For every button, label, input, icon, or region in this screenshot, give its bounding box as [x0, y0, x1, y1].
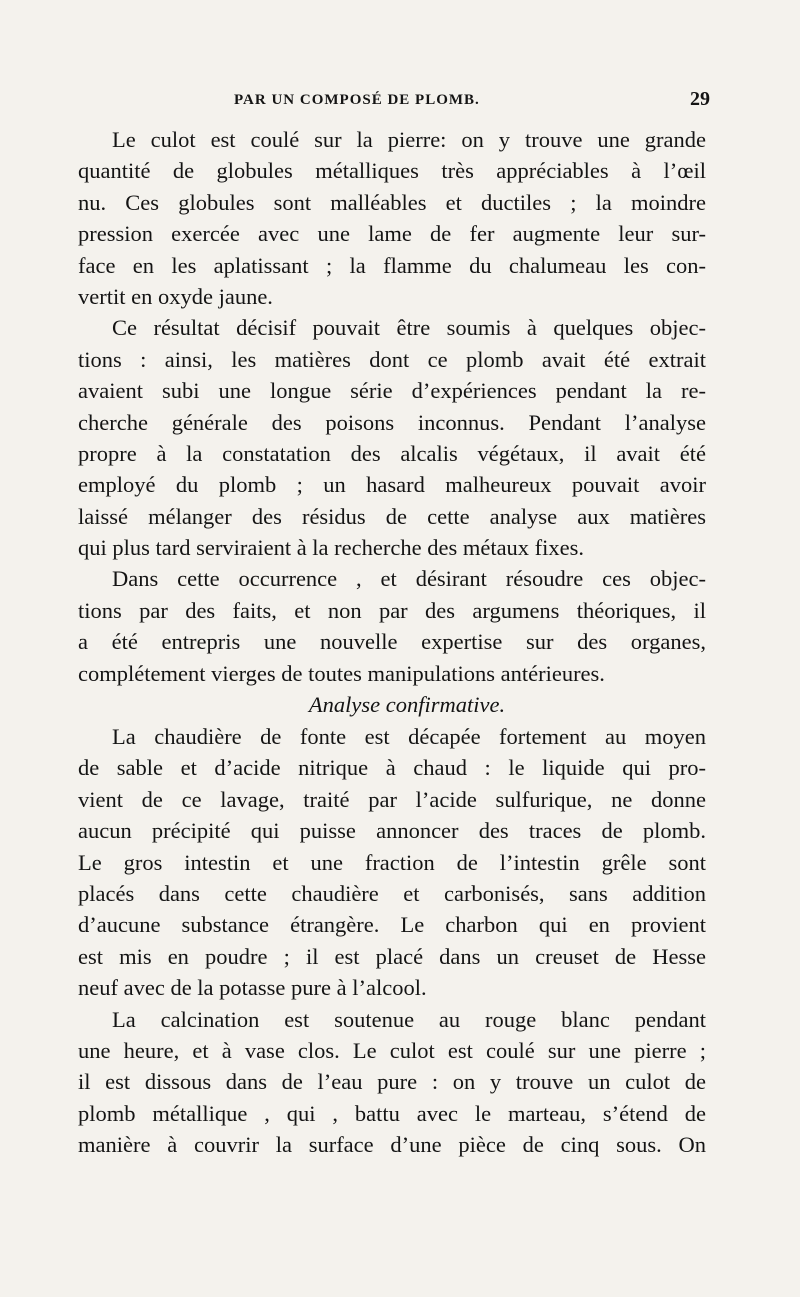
text-line: Le culot est coulé sur la pierre: on y trouve une grande: [112, 127, 706, 152]
text-line: laissé mélanger des résidus de cette analyse aux matières: [78, 503, 706, 529]
paragraph-5: [78, 1004, 706, 1161]
text-line: vient de ce lavage, traité par l’acide sulfurique, ne donne: [78, 786, 706, 812]
page-number: 29: [690, 88, 710, 110]
section-title: Analyse confirmative.: [308, 692, 506, 718]
text-line: cherche générale des poisons inconnus. Pendant l’analyse: [78, 409, 706, 435]
text-line: nu. Ces globules sont malléables et ductiles ; la moindre: [78, 189, 706, 215]
text-line: employé du plomb ; un hasard malheureux pouvait avoir: [78, 472, 706, 498]
text-line: il est dissous dans de l’eau pure : on y trouve un culot de: [78, 1069, 706, 1095]
text-line: a été entrepris une nouvelle expertise sur des organes,: [78, 629, 706, 655]
page-header: [80, 88, 710, 118]
text-line: est mis en poudre ; il est placé dans un creuset de Hesse: [78, 943, 706, 969]
text-line: quantité de globules métalliques très appréciables à l’œil: [78, 158, 706, 184]
text-line: complétement vierges de toutes manipulations antérieures.: [78, 660, 605, 686]
page-body: [78, 124, 706, 1161]
running-title: PAR UN COMPOSÉ DE PLOMB.: [234, 92, 480, 108]
text-line: tions : ainsi, les matières dont ce plomb avait été extrait: [78, 346, 706, 372]
text-line: avaient subi une longue série d’expériences pendant la re-: [78, 378, 706, 404]
text-line: une heure, et à vase clos. Le culot est coulé sur une pierre ;: [78, 1037, 706, 1063]
text-line: La calcination est soutenue au rouge blanc pendant: [112, 1006, 706, 1032]
paragraph-4: [78, 721, 706, 1004]
text-line: aucun précipité qui puisse annoncer des traces de plomb.: [78, 818, 706, 844]
text-line: qui plus tard serviraient à la recherche des métaux fixes.: [78, 535, 585, 561]
text-line: face en les aplatissant ; la flamme du chalumeau les con-: [78, 252, 706, 278]
text-line: tions par des faits, et non par des argumens théoriques, il: [78, 597, 706, 623]
text-line: Le gros intestin et une fraction de l’intestin grêle sont: [78, 849, 706, 875]
paragraph-1: [78, 124, 706, 312]
paragraph-3: [78, 563, 706, 689]
text-line: manière à couvrir la surface d’une pièce de cinq sous. On: [78, 1132, 706, 1158]
text-line: Dans cette occurrence , et désirant résoudre ces objec-: [112, 566, 706, 592]
text-line: d’aucune substance étrangère. Le charbon qui en provient: [78, 912, 706, 938]
text-line: neuf avec de la potasse pure à l’alcool.: [78, 975, 427, 1001]
text-line: pression exercée avec une lame de fer augmente leur sur-: [78, 221, 706, 247]
text-line: vertit en oxyde jaune.: [78, 283, 273, 309]
text-line: Ce résultat décisif pouvait être soumis à quelques objec-: [112, 315, 706, 341]
text-line: propre à la constatation des alcalis végétaux, il avait été: [78, 440, 706, 466]
text-line: de sable et d’acide nitrique à chaud : le liquide qui pro-: [78, 755, 706, 781]
text-line: La chaudière de fonte est décapée fortement au moyen: [112, 724, 706, 750]
text-line: placés dans cette chaudière et carbonisés, sans addition: [78, 880, 706, 906]
paragraph-2: [78, 312, 706, 563]
text-line: plomb métallique , qui , battu avec le marteau, s’étend de: [78, 1100, 706, 1126]
